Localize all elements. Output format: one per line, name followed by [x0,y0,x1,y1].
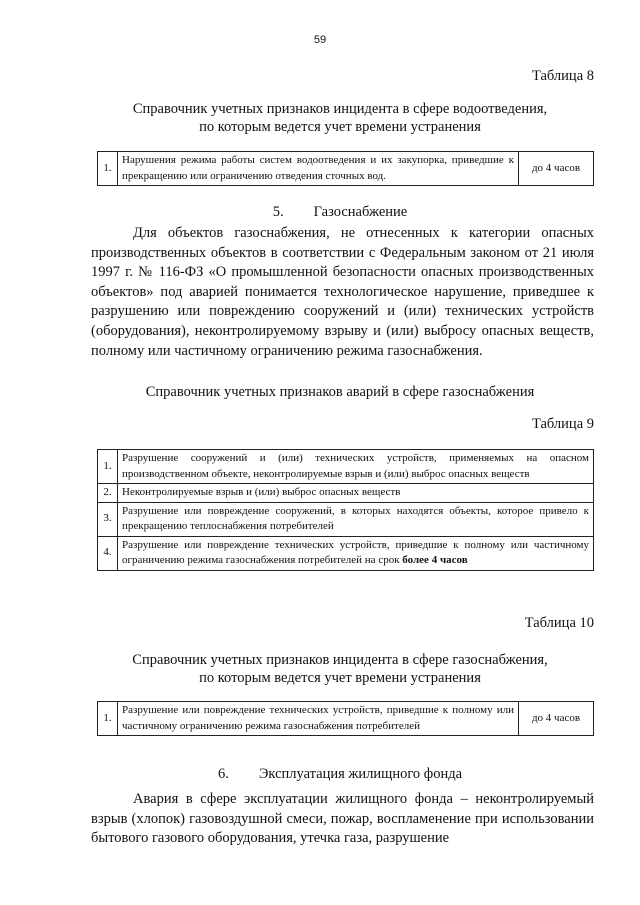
section-5-title: Газоснабжение [313,204,408,220]
row-text: Неконтролируемые взрыв и (или) выброс опасных веществ [118,484,594,503]
table-8-caption: Таблица 8 [531,68,594,84]
table-10-title [90,651,590,687]
section-6-title: Эксплуатация жилищного фонда [258,766,463,782]
table-10-caption: Таблица 10 [524,615,594,631]
table-8-title-line-2: по которым ведется учет времени устранения [199,119,481,135]
row-text [118,536,594,570]
row-text: Разрушение сооружений и (или) технических устройств, применяемых на опасном производственном объекте, неконтролируемые взрыв и (или) выброс опасных веществ [118,450,594,484]
row-number: 1. [98,152,118,186]
section-5-number: 5. [272,204,284,220]
row-number: 1. [98,702,118,736]
section-6-heading [90,766,590,783]
row-number: 4. [98,536,118,570]
table-10-title-line-1: Справочник учетных признаков инцидента в сфере газоснабжения, [132,652,548,668]
table-row [98,152,594,186]
section-6-number: 6. [217,766,229,782]
table-row [98,484,594,503]
section-5-heading [90,204,590,221]
table-row [98,502,594,536]
table-9-title: Справочник учетных признаков аварий в сфере газоснабжения [145,384,535,400]
table-9-caption: Таблица 9 [531,416,594,432]
table-8-title [90,100,590,136]
section-5-paragraph: Для объектов газоснабжения, не отнесенных к категории опасных производственных объектов в соответствии с Федеральным законом от 21 июля 1997 г. № 116-ФЗ «О промышленной безопасности опасных производственных объектов» под аварией понимается технологическое нарушение, приведшее к разрушению или повреждению сооружений и (или) технических устройств (оборудования), неконтролируемому взрыву и (или) выбросу опасных веществ, полному или частичному ограничению режима газоснабжения. [91,225,594,359]
table-9 [97,449,594,571]
table-10-title-line-2: по которым ведется учет времени устранения [199,670,481,686]
table-row [98,536,594,570]
row-text-bold: более 4 часов [402,554,468,566]
row-duration: до 4 часов [519,152,594,186]
row-text: Разрушение или повреждение сооружений, в которых находятся объекты, которое привело к прекращению теплоснабжения потребителей [118,502,594,536]
page-number: 59 [313,34,327,46]
row-number: 1. [98,450,118,484]
row-number: 3. [98,502,118,536]
table-8 [97,151,594,186]
row-duration: до 4 часов [519,702,594,736]
table-row [98,450,594,484]
row-text: Разрушение или повреждение технических устройств, приведшие к полному или частичному ограничению режима газоснабжения потребителей [118,702,519,736]
table-row [98,702,594,736]
section-6-paragraph: Авария в сфере эксплуатации жилищного фонда – неконтролируемый взрыв (хлопок) газовоздушной смеси, пожар, воспламенение при использовании бытового газового оборудования, утечка газа, разрушение [91,791,594,847]
table-10 [97,701,594,736]
row-text: Нарушения режима работы систем водоотведения и их закупорка, приведшие к прекращению или ограничению отведения сточных вод. [118,152,519,186]
row-text-regular: Разрушение или повреждение технических устройств, приведшие к полному или частичному ограничению режима газоснабжения потребителей на срок [122,538,589,566]
table-8-title-line-1: Справочник учетных признаков инцидента в сфере водоотведения, [132,101,548,117]
row-number: 2. [98,484,118,503]
